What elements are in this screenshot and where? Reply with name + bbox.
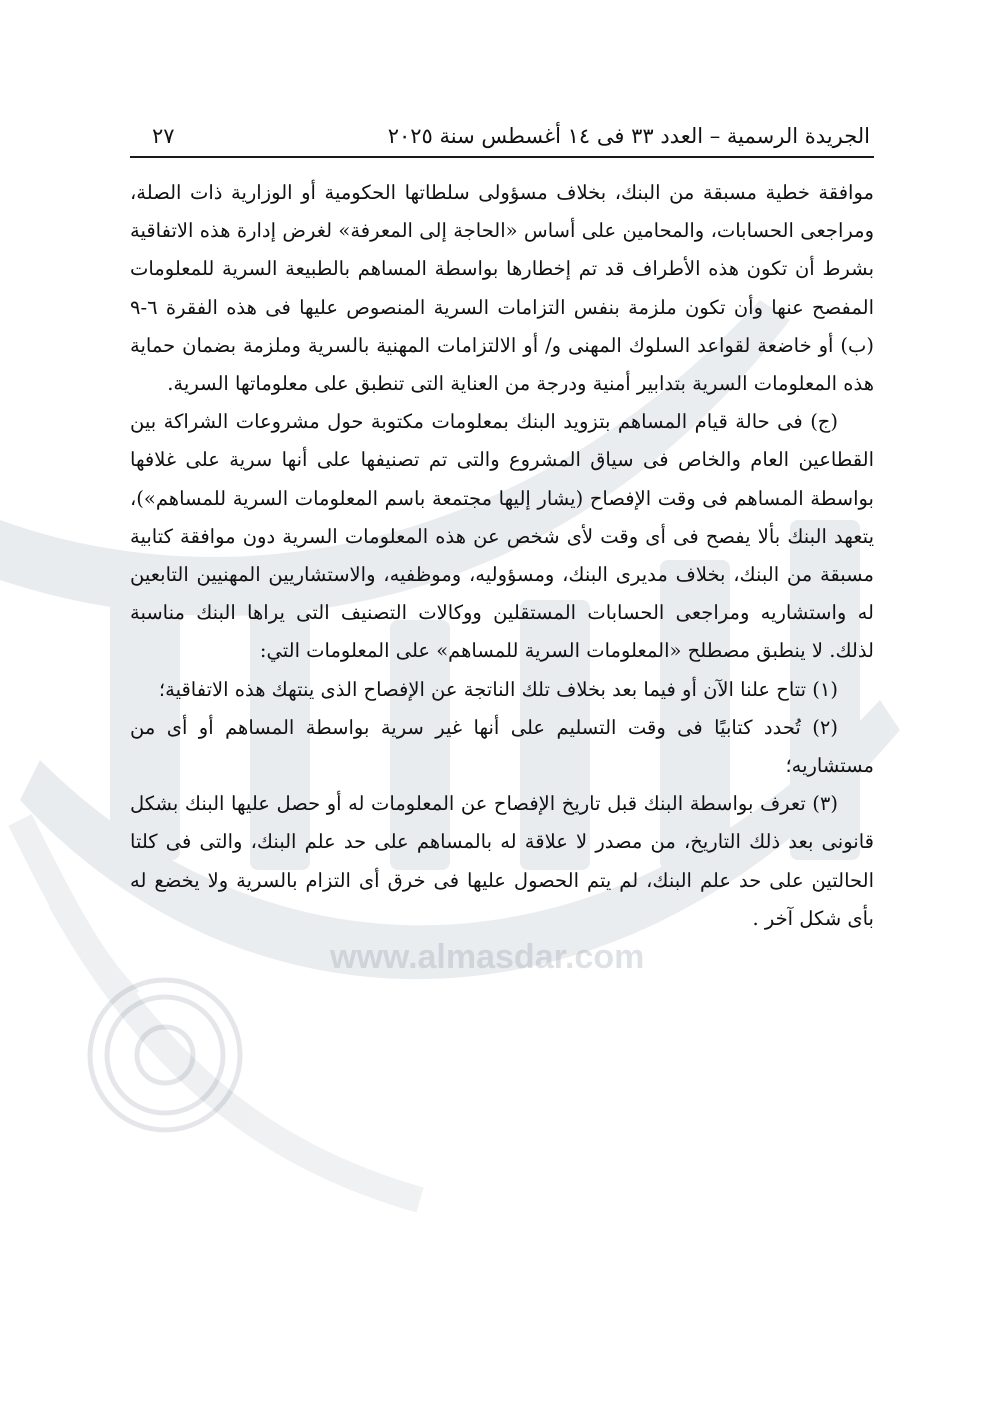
paragraph-item-1: (١) تتاح علنا الآن أو فيما بعد بخلاف تلك الناتجة عن الإفصاح الذى ينتهك هذه الاتفاقية؛ <box>158 677 838 701</box>
page <box>130 108 874 938</box>
header-title: الجريدة الرسمية – العدد ٣٣ فى ١٤ أغسطس سنة ٢٠٢٥ <box>387 124 870 148</box>
paragraph-continuation: موافقة خطية مسبقة من البنك، بخلاف مسؤولى سلطاتها الحكومية أو الوزارية ذات الصلة، ومراجعى الحسابات، والمحامين على أساس «الحاجة إلى المعرفة» لغرض إدارة هذه الاتفاقية بشرط أن تكون هذه الأطراف قد تم إخطارها بواسطة المساهم بالطبيعة السرية للمعلومات المفصح عنها وأن تكون ملزمة بنفس التزامات السرية المنصوص عليها فى هذه الفقرة ٦-٩ (ب) أو خاضعة لقواعد السلوك المهنى و/ أو الالتزامات المهنية بالسرية وملزمة بضمان حماية هذه المعلومات السرية بتدابير أمنية ودرجة من العناية التى تنطبق على معلوماتها السرية. <box>130 181 874 396</box>
page-header <box>130 108 874 148</box>
document-body <box>130 174 874 938</box>
header-rule <box>130 156 874 158</box>
watermark-seal <box>90 980 240 1130</box>
watermark-website: www.almasdar.com <box>330 938 645 976</box>
paragraph-clause-c: (ج) فى حالة قيام المساهم بتزويد البنك بمعلومات مكتوبة حول مشروعات الشراكة بين القطاعين العام والخاص فى سياق المشروع والتى تم تصنيفها على أنها سرية على غلافها بواسطة المساهم فى وقت الإفصاح (يشار إليها مجتمعة باسم المعلومات السرية للمساهم»)، يتعهد البنك بألا يفصح فى أى وقت لأى شخص عن هذه المعلومات السرية دون موافقة كتابية مسبقة من البنك، بخلاف مديرى البنك، ومسؤوليه، وموظفيه، والاستشاريين المهنيين التابعين له واستشاريه ومراجعى الحسابات المستقلين ووكالات التصنيف التى يراها البنك مناسبة لذلك. لا ينطبق مصطلح «المعلومات السرية للمساهم» على المعلومات التي: <box>130 410 874 663</box>
paragraph-item-3: (٣) تعرف بواسطة البنك قبل تاريخ الإفصاح عن المعلومات له أو حصل عليها البنك بشكل قانونى بعد ذلك التاريخ، من مصدر لا علاقة له بالمساهم على حد علم البنك، والتى فى كلتا الحالتين على حد علم البنك، لم يتم الحصول عليها فى خرق أى التزام بالسرية ولا يخضع له بأى شكل آخر . <box>130 792 874 930</box>
paragraph-item-2: (٢) تُحدد كتابيًا فى وقت التسليم على أنها غير سرية بواسطة المساهم أو أى من مستشاريه؛ <box>130 715 874 778</box>
page-number: ٢٧ <box>152 124 175 148</box>
